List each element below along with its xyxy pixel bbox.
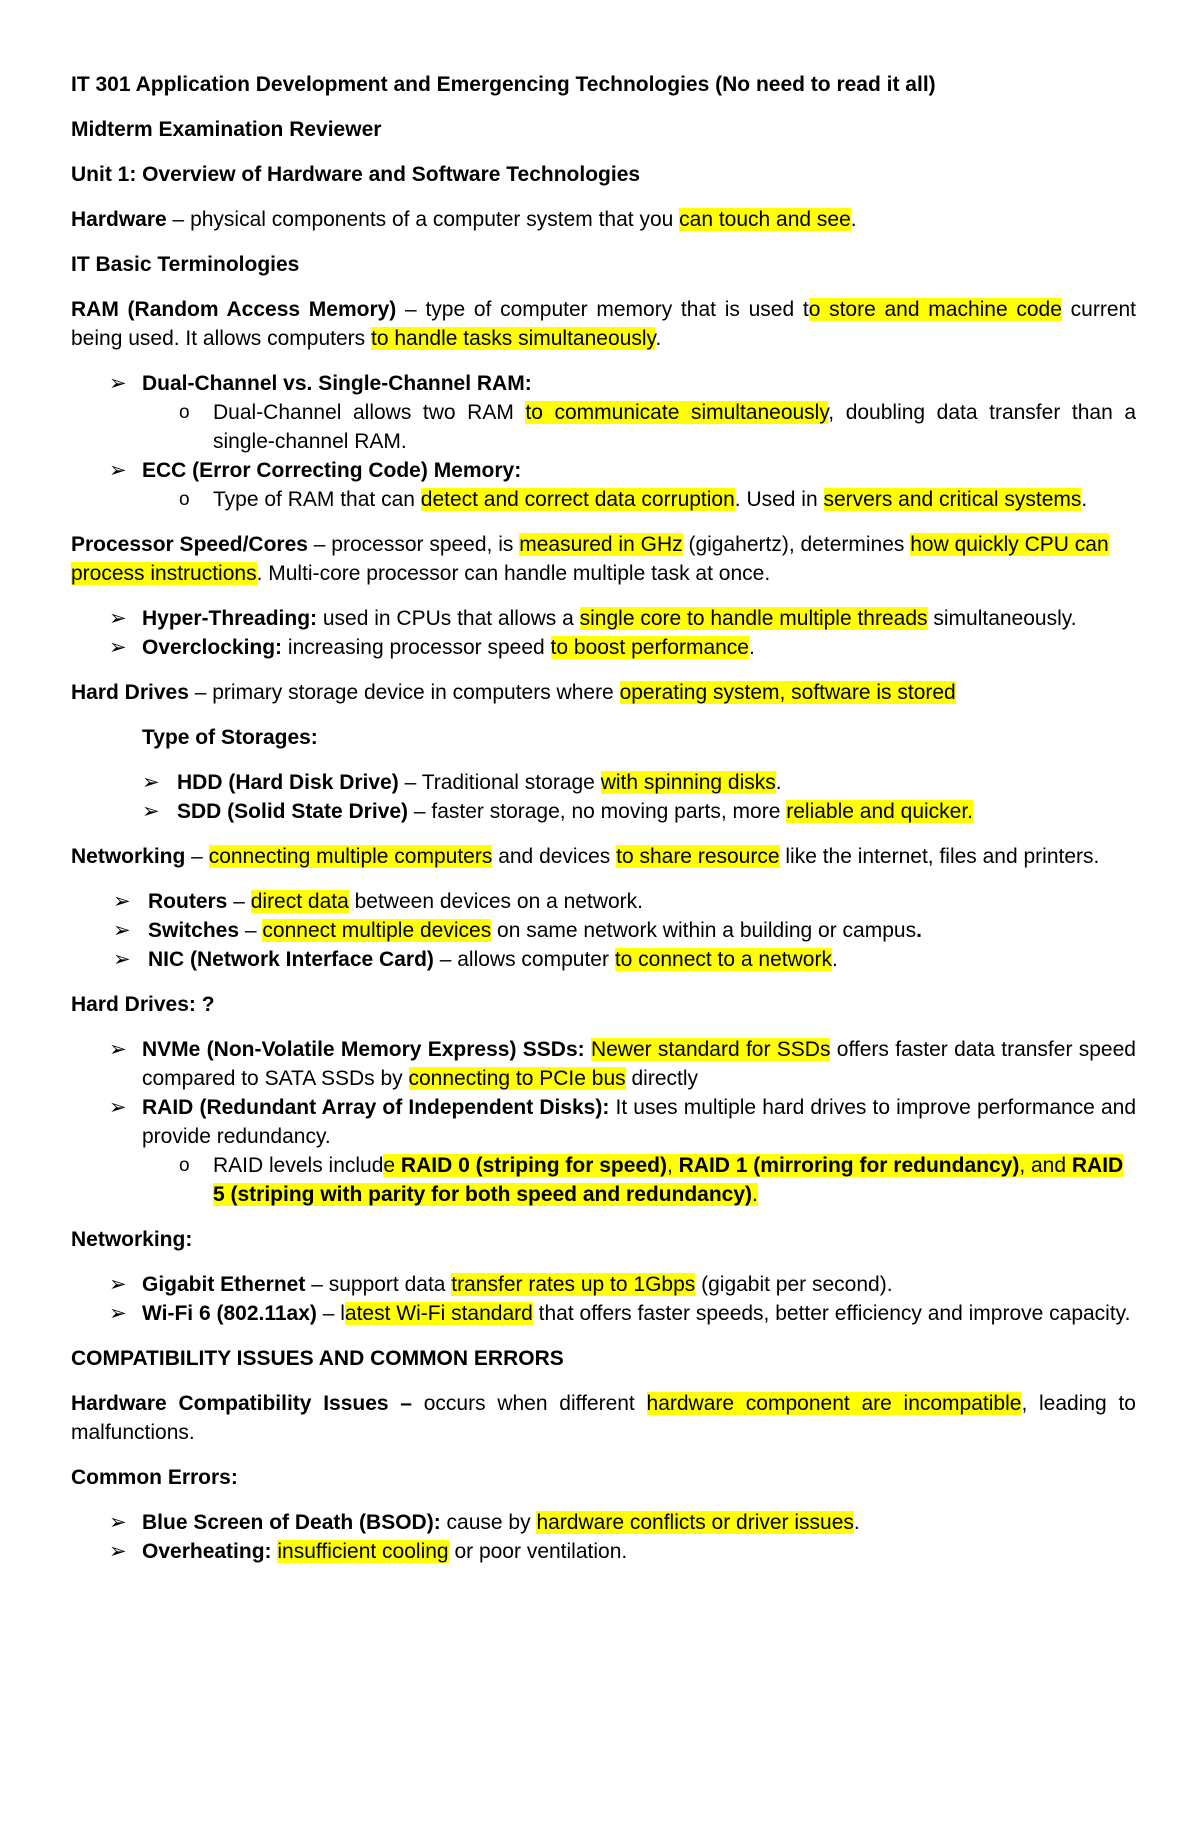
networking-text-3: like the internet, files and printers. xyxy=(779,845,1100,868)
list-item-hdd xyxy=(71,768,1136,797)
routers-dash: – xyxy=(227,890,251,913)
compatibility-definition xyxy=(71,1389,1136,1447)
ecc-text-2: . Used in xyxy=(734,488,824,511)
networking-heading xyxy=(71,1225,1136,1254)
nvme-label: NVMe (Non-Volatile Memory Express) SSDs: xyxy=(142,1038,585,1061)
wifi-text-1: – l xyxy=(316,1302,345,1325)
list-item-overheating xyxy=(71,1537,1136,1566)
routers-label: Routers xyxy=(148,890,228,913)
wifi-label: Wi-Fi 6 (802.11ax) xyxy=(142,1302,317,1325)
errors-bullet-list xyxy=(71,1508,1136,1566)
arrow-bullet-icon: ➢ xyxy=(109,1302,127,1325)
switches-text: on same network within a building or campus xyxy=(491,919,917,942)
arrow-bullet-icon: ➢ xyxy=(109,1096,127,1119)
compatibility-text-2: , leading to malfunctions. xyxy=(71,1392,1136,1444)
networking-highlight-2: to share resource xyxy=(616,845,780,868)
arrow-bullet-icon: ➢ xyxy=(109,1038,127,1061)
networking-text-2: and devices xyxy=(492,845,617,868)
list-item-nic xyxy=(71,945,1136,974)
arrow-bullet-icon: ➢ xyxy=(142,800,160,823)
processor-highlight-1: measured in GHz xyxy=(519,533,683,556)
title-text: IT 301 Application Development and Emergencing Technologies (No need to read it all) xyxy=(71,73,936,96)
raid-5-text: RAID 5 (striping with parity for both speed and redundancy) xyxy=(213,1154,1124,1206)
storage-types-heading xyxy=(71,723,1136,752)
list-item-sdd xyxy=(71,797,1136,826)
switches-highlight: connect multiple devices xyxy=(262,919,492,942)
raid-text: It uses multiple hard drives to improve performance and provide redundancy. xyxy=(142,1096,1137,1148)
routers-text: between devices on a network. xyxy=(348,890,643,913)
raid-1-text: RAID 1 (mirroring for redundancy) xyxy=(678,1154,1020,1177)
processor-highlight-2: how quickly CPU can process instructions xyxy=(71,533,1109,585)
processor-text-2: (gigahertz), determines xyxy=(682,533,911,556)
compatibility-text-1: occurs when different xyxy=(412,1392,647,1415)
list-item-raid-levels xyxy=(71,1151,1136,1209)
list-item-ecc xyxy=(71,456,1136,485)
raid-levels-separator-2: , and xyxy=(1019,1154,1072,1177)
sdd-text: – faster storage, no moving parts, more xyxy=(408,800,787,823)
raid-levels-highlight-1: e xyxy=(383,1154,401,1177)
hardware-term: Hardware xyxy=(71,208,167,231)
storage-types-text: Type of Storages: xyxy=(142,726,318,749)
circle-bullet-icon: o xyxy=(179,402,190,423)
nvme-highlight-2: connecting to PCIe bus xyxy=(408,1067,626,1090)
nvme-text-1: offers faster data transfer speed compared to SATA SSDs by xyxy=(142,1038,1136,1090)
raid-levels-text: RAID levels includ xyxy=(213,1154,384,1177)
ram-bullet-list xyxy=(71,369,1136,514)
unit-heading xyxy=(71,160,1136,189)
raid-0-text: RAID 0 (striping for speed) xyxy=(400,1154,667,1177)
basic-terms-heading xyxy=(71,250,1136,279)
common-errors-text: Common Errors: xyxy=(71,1466,238,1489)
networking-text-1: – xyxy=(185,845,209,868)
overclocking-label: Overclocking: xyxy=(142,636,283,659)
nic-highlight: to connect to a network xyxy=(614,948,832,971)
hard-drives-heading xyxy=(71,990,1136,1019)
list-item-gigabit xyxy=(71,1270,1136,1299)
list-item-nvme xyxy=(71,1035,1136,1093)
dual-channel-label: Dual-Channel vs. Single-Channel RAM: xyxy=(142,372,532,395)
hyper-threading-text-1: used in CPUs that allows a xyxy=(317,607,580,630)
hdd-label: HDD (Hard Disk Drive) xyxy=(177,771,399,794)
document-title xyxy=(71,70,1136,99)
hard-drives-highlight: operating system, software is stored xyxy=(619,681,956,704)
overclocking-end: . xyxy=(749,636,755,659)
compatibility-heading-text: COMPATIBILITY ISSUES AND COMMON ERRORS xyxy=(71,1347,564,1370)
basic-terms-text: IT Basic Terminologies xyxy=(71,253,300,276)
gigabit-text-2: (gigabit per second). xyxy=(695,1273,893,1296)
processor-text-3: . Multi-core processor can handle multiple task at once. xyxy=(256,562,771,585)
arrow-bullet-icon: ➢ xyxy=(109,607,127,630)
hyper-threading-highlight: single core to handle multiple threads xyxy=(579,607,928,630)
ecc-text-1: Type of RAM that can xyxy=(213,488,421,511)
hardware-end: . xyxy=(850,208,857,231)
list-item-routers xyxy=(71,887,1136,916)
bsod-highlight: hardware conflicts or driver issues xyxy=(536,1511,854,1534)
hardware-highlight: can touch and see xyxy=(679,208,851,231)
storage-bullet-list xyxy=(71,768,1136,826)
hard-drives-term: Hard Drives xyxy=(71,681,189,704)
sdd-highlight: reliable and quicker. xyxy=(786,800,974,823)
ram-end: . xyxy=(655,327,662,350)
unit-text: Unit 1: Overview of Hardware and Software Technologies xyxy=(71,163,641,186)
dual-channel-text-1: Dual-Channel allows two RAM xyxy=(213,401,526,424)
processor-text-1: – processor speed, is xyxy=(307,533,520,556)
list-item-dual-channel xyxy=(71,369,1136,398)
list-item-raid xyxy=(71,1093,1136,1151)
gigabit-label: Gigabit Ethernet xyxy=(142,1273,306,1296)
overclocking-highlight: to boost performance xyxy=(550,636,749,659)
ram-text-1: – type of computer memory that is used t xyxy=(396,298,809,321)
document-content xyxy=(71,70,1136,1582)
overclocking-text: increasing processor speed xyxy=(282,636,551,659)
networking-bullet-list xyxy=(71,1270,1136,1328)
switches-dash: – xyxy=(239,919,263,942)
arrow-bullet-icon: ➢ xyxy=(109,1540,127,1563)
ecc-highlight-2: servers and critical systems xyxy=(823,488,1082,511)
raid-levels-separator-1: , xyxy=(666,1154,679,1177)
hard-drives-definition xyxy=(71,678,1136,707)
hard-drives-heading-text: Hard Drives: ? xyxy=(71,993,215,1016)
nvme-text-2: directly xyxy=(625,1067,698,1090)
nic-text: – allows computer xyxy=(433,948,615,971)
arrow-bullet-icon: ➢ xyxy=(142,771,160,794)
hardware-text: – physical components of a computer system that you xyxy=(166,208,680,231)
ram-text-2: current being used. It allows computers xyxy=(71,298,1137,350)
processor-bullet-list xyxy=(71,604,1136,662)
ecc-label: ECC (Error Correcting Code) Memory: xyxy=(142,459,522,482)
arrow-bullet-icon: ➢ xyxy=(109,1273,127,1296)
switches-end: . xyxy=(916,919,922,942)
wifi-highlight: atest Wi-Fi standard xyxy=(344,1302,533,1325)
hard-drives-text: – primary storage device in computers where xyxy=(188,681,620,704)
processor-term: Processor Speed/Cores xyxy=(71,533,308,556)
arrow-bullet-icon: ➢ xyxy=(113,948,131,971)
ram-definition xyxy=(71,295,1136,353)
compatibility-term: Hardware Compatibility Issues – xyxy=(71,1392,412,1415)
circle-bullet-icon: o xyxy=(179,1155,190,1176)
processor-definition xyxy=(71,530,1136,588)
networking-highlight-1: connecting multiple computers xyxy=(208,845,493,868)
overheating-text: or poor ventilation. xyxy=(448,1540,628,1563)
hyper-threading-text-2: simultaneously. xyxy=(927,607,1077,630)
gigabit-text-1: – support data xyxy=(305,1273,452,1296)
compatibility-highlight: hardware component are incompatible xyxy=(646,1392,1022,1415)
raid-levels-end: . xyxy=(752,1183,758,1206)
compatibility-heading xyxy=(71,1344,1136,1373)
nvme-highlight-1: Newer standard for SSDs xyxy=(590,1038,831,1061)
routers-highlight: direct data xyxy=(250,890,349,913)
list-item-overclocking xyxy=(71,633,1136,662)
arrow-bullet-icon: ➢ xyxy=(109,1511,127,1534)
dual-channel-text-2: , doubling data transfer than a single-channel RAM. xyxy=(213,401,1137,453)
overheating-label: Overheating: xyxy=(142,1540,272,1563)
ecc-highlight-1: detect and correct data corruption xyxy=(420,488,735,511)
hdd-highlight: with spinning disks xyxy=(600,771,776,794)
arrow-bullet-icon: ➢ xyxy=(109,459,127,482)
list-item-bsod xyxy=(71,1508,1136,1537)
networking-definition xyxy=(71,842,1136,871)
document-subtitle xyxy=(71,115,1136,144)
list-item-ecc-detail xyxy=(71,485,1136,514)
bsod-text: cause by xyxy=(440,1511,537,1534)
gigabit-highlight: transfer rates up to 1Gbps xyxy=(451,1273,696,1296)
bsod-end: . xyxy=(853,1511,860,1534)
switches-label: Switches xyxy=(148,919,240,942)
networking-term: Networking xyxy=(71,845,186,868)
wifi-text-2: that offers faster speeds, better efficiency and improve capacity. xyxy=(532,1302,1131,1325)
bsod-label: Blue Screen of Death (BSOD): xyxy=(142,1511,441,1534)
ram-highlight-2: to handle tasks simultaneously xyxy=(371,327,656,350)
arrow-bullet-icon: ➢ xyxy=(113,919,131,942)
nic-label: NIC (Network Interface Card) xyxy=(148,948,434,971)
overheating-highlight: insufficient cooling xyxy=(277,1540,449,1563)
list-item-dual-channel-detail xyxy=(71,398,1136,456)
circle-bullet-icon: o xyxy=(179,489,190,510)
arrow-bullet-icon: ➢ xyxy=(113,890,131,913)
arrow-bullet-icon: ➢ xyxy=(109,372,127,395)
ram-highlight-1: o store and machine code xyxy=(808,298,1062,321)
list-item-switches xyxy=(71,916,1136,945)
dual-channel-highlight: to communicate simultaneously xyxy=(525,401,829,424)
hdd-end: . xyxy=(775,771,782,794)
hardware-definition xyxy=(71,205,1136,234)
ram-term: RAM (Random Access Memory) xyxy=(71,298,397,321)
network-devices-list xyxy=(71,887,1136,974)
nvme-space xyxy=(585,1038,591,1061)
hyper-threading-label: Hyper-Threading: xyxy=(142,607,318,630)
hdd-text: – Traditional storage xyxy=(398,771,601,794)
ecc-end: . xyxy=(1081,488,1088,511)
hard-drives-bullet-list xyxy=(71,1035,1136,1209)
common-errors-heading xyxy=(71,1463,1136,1492)
nic-end: . xyxy=(831,948,838,971)
networking-heading-text: Networking: xyxy=(71,1228,193,1251)
arrow-bullet-icon: ➢ xyxy=(109,636,127,659)
list-item-hyper-threading xyxy=(71,604,1136,633)
raid-label: RAID (Redundant Array of Independent Disks): xyxy=(142,1096,610,1119)
subtitle-text: Midterm Examination Reviewer xyxy=(71,118,382,141)
sdd-label: SDD (Solid State Drive) xyxy=(177,800,409,823)
list-item-wifi xyxy=(71,1299,1136,1328)
